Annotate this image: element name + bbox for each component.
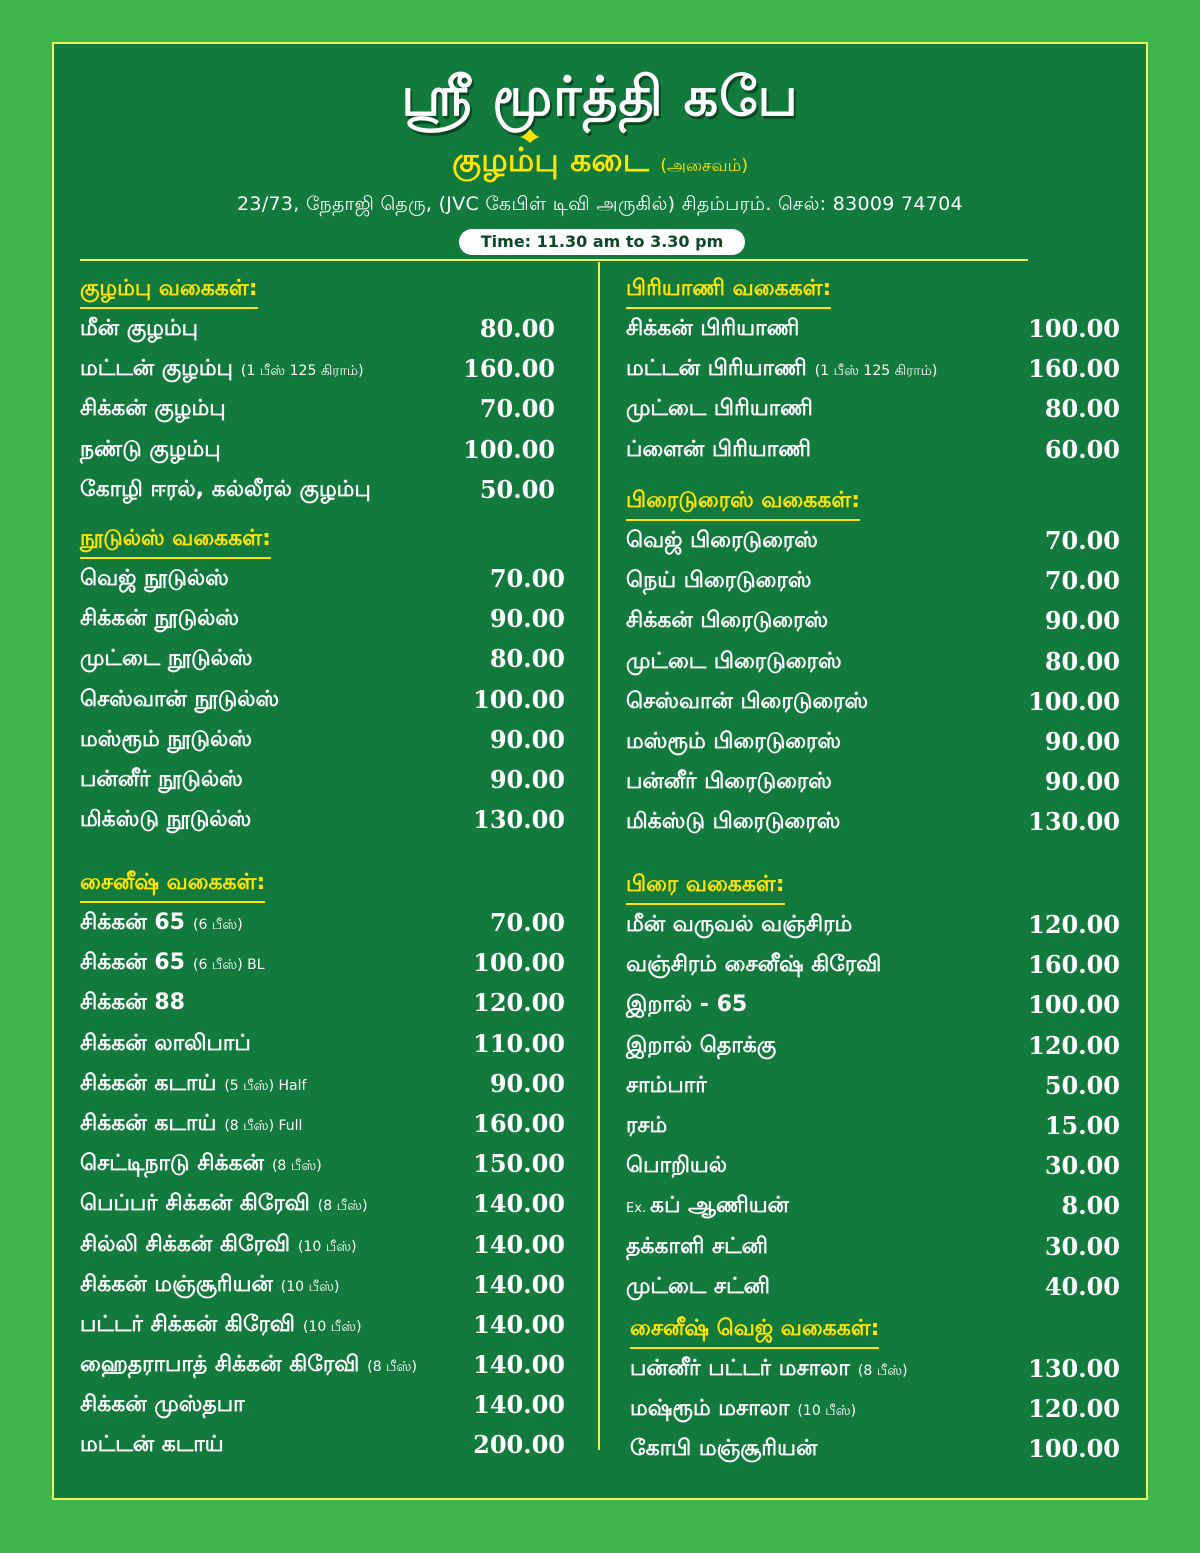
menu-item-label: சிக்கன் பிரைடுரைஸ் bbox=[626, 608, 829, 634]
menu-item-price: 130.00 bbox=[1028, 1354, 1120, 1383]
menu-item-row bbox=[80, 1184, 565, 1224]
menu-item-name bbox=[80, 1064, 306, 1106]
section-chinese-veg bbox=[630, 1312, 1120, 1470]
menu-item-label: செட்டிநாடு சிக்கன் bbox=[80, 1151, 264, 1177]
section-biryani bbox=[626, 272, 1120, 470]
menu-item-price: 70.00 bbox=[1044, 526, 1120, 555]
menu-item-row bbox=[80, 639, 565, 679]
menu-item-name bbox=[626, 601, 828, 641]
menu-item-name bbox=[80, 430, 221, 470]
menu-item-name bbox=[80, 1225, 357, 1267]
menu-item-note: (10 பீஸ்) bbox=[280, 1278, 340, 1295]
menu-item-label: பட்டர் சிக்கன் கிரேவி bbox=[80, 1311, 295, 1337]
subtitle-text: குழம்பு கடை bbox=[452, 140, 649, 179]
menu-item-row bbox=[626, 349, 1120, 389]
menu-item-row bbox=[626, 430, 1120, 470]
menu-item-row bbox=[80, 943, 565, 983]
menu-item-note: (1 பீஸ் 125 கிராம்) bbox=[814, 363, 938, 380]
menu-item-row bbox=[626, 1186, 1120, 1226]
menu-item-row bbox=[626, 682, 1120, 722]
menu-item-label: பன்னீர் பிரைடுரைஸ் bbox=[626, 769, 832, 795]
menu-item-price: 140.00 bbox=[473, 1390, 565, 1420]
menu-item-label: முட்டை நூடுல்ஸ் bbox=[80, 646, 253, 672]
menu-item-name bbox=[80, 309, 198, 349]
menu-item-price: 100.00 bbox=[1028, 314, 1120, 343]
menu-item-price: 70.00 bbox=[489, 564, 565, 593]
menu-item-note: (10 பீஸ்) bbox=[297, 1238, 357, 1255]
menu-item-label: சிக்கன் நூடுல்ஸ் bbox=[80, 606, 239, 632]
menu-item-name bbox=[626, 1026, 776, 1066]
menu-item-row bbox=[626, 642, 1120, 682]
menu-item-note: (8 பீஸ்) bbox=[367, 1359, 417, 1376]
menu-item-name bbox=[80, 983, 185, 1023]
menu-item-price: 90.00 bbox=[489, 1068, 565, 1098]
menu-item-name bbox=[80, 800, 251, 840]
menu-item-name bbox=[626, 945, 881, 985]
menu-item-price: 90.00 bbox=[1044, 767, 1120, 797]
section-heading: குழம்பு வகைகள்: bbox=[80, 272, 258, 309]
menu-item-label: கோபி மஞ்சூரியன் bbox=[630, 1436, 818, 1462]
section-friedrice bbox=[626, 484, 1120, 843]
menu-item-label: முட்டை பிரியாணி bbox=[626, 396, 813, 422]
menu-item-name bbox=[80, 1345, 417, 1387]
menu-item-name bbox=[80, 1265, 339, 1307]
restaurant-name: ஸ்ரீ மூர்த்தி கபே bbox=[401, 64, 799, 128]
menu-item-label: வெஜ் பிரைடுரைஸ் bbox=[626, 528, 818, 553]
menu-item-name bbox=[626, 349, 937, 391]
menu-item-note: (5 பீஸ்) Half bbox=[224, 1077, 307, 1094]
section-heading: நூடுல்ஸ் வகைகள்: bbox=[80, 522, 271, 559]
menu-item-price: 150.00 bbox=[473, 1149, 565, 1179]
menu-item-row bbox=[80, 1104, 565, 1144]
menu-item-row bbox=[80, 1425, 565, 1465]
menu-item-label: மட்டன் கடாய் bbox=[80, 1432, 224, 1458]
menu-item-row bbox=[626, 945, 1120, 985]
menu-item-name bbox=[630, 1389, 856, 1431]
menu-item-label: சிக்கன் பிரியாணி bbox=[626, 316, 800, 341]
menu-item-name bbox=[626, 905, 852, 945]
menu-item-price: 160.00 bbox=[1028, 950, 1120, 980]
menu-item-label: நண்டு குழம்பு bbox=[80, 436, 221, 462]
menu-item-row bbox=[80, 559, 565, 599]
menu-item-label: பொறியல் bbox=[626, 1153, 728, 1179]
menu-item-price: 8.00 bbox=[1061, 1191, 1120, 1221]
menu-item-label: கோழி ஈரல், கல்லீரல் குழம்பு bbox=[80, 476, 371, 502]
menu-item-price: 120.00 bbox=[1028, 1030, 1120, 1060]
menu-item-name bbox=[626, 642, 842, 682]
menu-item-label: நெய் பிரைடுரைஸ் bbox=[626, 568, 812, 594]
subtitle-note: (அசைவம்) bbox=[660, 156, 748, 176]
menu-item-price: 100.00 bbox=[473, 684, 565, 714]
menu-item-price: 70.00 bbox=[1044, 566, 1120, 596]
section-heading: சைனீஷ் வகைகள்: bbox=[80, 866, 265, 903]
menu-item-name bbox=[626, 722, 841, 762]
menu-item-price: 160.00 bbox=[463, 354, 555, 384]
menu-item-label: செஸ்வான் பிரைடுரைஸ் bbox=[626, 688, 869, 714]
menu-item-row bbox=[80, 309, 555, 349]
address-line: 23/73, நேதாஜி தெரு, (JVC கேபிள் டிவி அருகில்) சிதம்பரம். செல்: 83009 74704 bbox=[237, 193, 963, 215]
time-badge: Time: 11.30 am to 3.30 pm bbox=[459, 229, 745, 255]
menu-item-row bbox=[80, 1305, 565, 1345]
menu-item-price: 120.00 bbox=[1028, 1394, 1120, 1424]
menu-item-label: சிக்கன் 65 bbox=[80, 910, 185, 935]
menu-item-price: 140.00 bbox=[473, 1350, 565, 1380]
menu-item-row bbox=[626, 309, 1120, 349]
menu-item-price: 140.00 bbox=[473, 1229, 565, 1259]
menu-item-label: மஷ்ரூம் மசாலா bbox=[630, 1396, 790, 1422]
menu-item-name bbox=[626, 389, 813, 429]
menu-item-note: (10 பீஸ்) bbox=[302, 1318, 362, 1335]
menu-item-label: முட்டை சட்னி bbox=[626, 1273, 770, 1299]
menu-item-name bbox=[626, 561, 811, 601]
menu-item-name bbox=[626, 1267, 770, 1307]
menu-item-note: (8 பீஸ்) bbox=[271, 1158, 322, 1175]
menu-item-label: சிக்கன் கடாய் bbox=[80, 1110, 217, 1136]
menu-item-price: 90.00 bbox=[1044, 726, 1120, 756]
menu-item-price: 90.00 bbox=[489, 724, 565, 754]
menu-item-row bbox=[80, 599, 565, 639]
menu-item-name bbox=[80, 1305, 362, 1347]
menu-item-row bbox=[626, 802, 1120, 842]
menu-item-row bbox=[80, 800, 565, 840]
menu-item-name bbox=[80, 720, 252, 760]
menu-item-row bbox=[80, 349, 555, 389]
menu-item-label: மீன் குழம்பு bbox=[80, 316, 198, 341]
menu-item-prefix: Ex. bbox=[626, 1201, 647, 1217]
menu-item-name bbox=[80, 639, 253, 679]
menu-item-label: சிக்கன் முஸ்தபா bbox=[80, 1392, 245, 1418]
column-divider bbox=[598, 262, 600, 1450]
menu-item-row bbox=[626, 722, 1120, 762]
menu-item-price: 100.00 bbox=[1028, 686, 1120, 716]
menu-item-price: 15.00 bbox=[1044, 1110, 1120, 1140]
menu-item-row bbox=[626, 1267, 1120, 1307]
menu-item-price: 140.00 bbox=[473, 1269, 565, 1299]
menu-item-label: மீன் வருவல் வஞ்சிரம் bbox=[626, 912, 853, 937]
menu-item-row bbox=[626, 521, 1120, 561]
menu-item-name bbox=[630, 1429, 817, 1469]
menu-item-name bbox=[626, 309, 799, 349]
menu-item-name bbox=[80, 1425, 224, 1465]
menu-item-price: 200.00 bbox=[473, 1430, 565, 1460]
menu-item-name bbox=[80, 470, 371, 510]
menu-item-price: 70.00 bbox=[489, 908, 565, 937]
menu-item-row bbox=[80, 1225, 565, 1265]
menu-item-label: கப் ஆணியன் bbox=[650, 1193, 789, 1219]
menu-item-label: சாம்பார் bbox=[626, 1072, 707, 1098]
menu-item-label: சிக்கன் கடாய் bbox=[80, 1070, 217, 1096]
menu-item-name bbox=[80, 1184, 368, 1226]
menu-item-label: மிக்ஸ்டு பிரைடுரைஸ் bbox=[626, 809, 841, 835]
menu-item-label: பெப்பர் சிக்கன் கிரேவி bbox=[80, 1191, 310, 1217]
menu-item-price: 80.00 bbox=[1044, 394, 1120, 424]
menu-item-name bbox=[80, 760, 243, 800]
menu-item-label: ப்ளைன் பிரியாணி bbox=[626, 436, 812, 462]
menu-item-label: மட்டன் குழம்பு bbox=[80, 356, 233, 382]
menu-item-name bbox=[626, 1066, 707, 1106]
menu-item-price: 30.00 bbox=[1044, 1151, 1120, 1181]
menu-item-label: இறால் - 65 bbox=[626, 992, 748, 1018]
menu-item-row bbox=[626, 762, 1120, 802]
menu-item-name bbox=[626, 802, 840, 842]
menu-item-row bbox=[80, 1385, 565, 1425]
menu-item-name bbox=[630, 1349, 908, 1391]
menu-item-label: செஸ்வான் நூடுல்ஸ் bbox=[80, 686, 280, 712]
menu-item-label: முட்டை பிரைடுரைஸ் bbox=[626, 648, 842, 674]
menu-item-note: (8 பீஸ்) Full bbox=[224, 1117, 303, 1134]
menu-item-name bbox=[626, 985, 747, 1025]
menu-item-note: (1 பீஸ் 125 கிராம்) bbox=[240, 363, 364, 380]
menu-item-label: ரசம் bbox=[626, 1112, 668, 1138]
menu-item-price: 110.00 bbox=[473, 1028, 565, 1058]
menu-item-name bbox=[80, 599, 239, 639]
menu-item-price: 90.00 bbox=[489, 604, 565, 634]
menu-item-row bbox=[626, 601, 1120, 641]
menu-item-name bbox=[626, 1146, 727, 1186]
menu-item-price: 100.00 bbox=[1028, 1434, 1120, 1464]
menu-item-row bbox=[626, 389, 1120, 429]
menu-item-label: சிக்கன் குழம்பு bbox=[80, 396, 226, 422]
menu-item-price: 80.00 bbox=[1044, 646, 1120, 676]
menu-item-row bbox=[80, 1345, 565, 1385]
menu-item-price: 90.00 bbox=[489, 764, 565, 794]
menu-item-name bbox=[626, 1106, 667, 1146]
section-pirai bbox=[626, 868, 1120, 1307]
menu-item-name bbox=[626, 430, 811, 470]
menu-item-price: 120.00 bbox=[473, 988, 565, 1018]
menu-item-label: பன்னீர் நூடுல்ஸ் bbox=[80, 766, 243, 792]
menu-item-label: மஸ்ரூம் நூடுல்ஸ் bbox=[80, 726, 252, 752]
menu-item-price: 140.00 bbox=[473, 1189, 565, 1219]
menu-item-price: 90.00 bbox=[1044, 606, 1120, 636]
menu-item-name bbox=[626, 762, 832, 802]
menu-item-row bbox=[626, 561, 1120, 601]
menu-item-label: மஸ்ரூம் பிரைடுரைஸ் bbox=[626, 728, 842, 754]
menu-item-row bbox=[80, 1265, 565, 1305]
menu-item-note: (6 பீஸ்) BL bbox=[192, 957, 265, 974]
menu-item-row bbox=[80, 983, 565, 1023]
menu-item-row bbox=[630, 1349, 1120, 1389]
menu-item-name bbox=[80, 680, 279, 720]
menu-item-row bbox=[630, 1429, 1120, 1469]
menu-item-name bbox=[80, 559, 229, 599]
menu-item-name bbox=[626, 521, 818, 561]
menu-item-row bbox=[80, 680, 565, 720]
menu-item-label: சிக்கன் மஞ்சூரியன் bbox=[80, 1271, 273, 1297]
menu-item-name bbox=[80, 1104, 302, 1146]
menu-item-label: பன்னீர் பட்டர் மசாலா bbox=[630, 1356, 850, 1381]
menu-item-label: வஞ்சிரம் சைனீஷ் கிரேவி bbox=[626, 952, 882, 978]
menu-item-row bbox=[626, 1146, 1120, 1186]
menu-item-row bbox=[80, 389, 555, 429]
menu-item-price: 140.00 bbox=[473, 1309, 565, 1339]
menu-item-name bbox=[626, 1186, 789, 1229]
menu-item-name bbox=[80, 389, 226, 429]
menu-item-row bbox=[626, 1026, 1120, 1066]
menu-item-row bbox=[80, 430, 555, 470]
menu-item-price: 40.00 bbox=[1044, 1271, 1120, 1301]
menu-item-row bbox=[80, 1024, 565, 1064]
menu-item-price: 120.00 bbox=[1028, 910, 1120, 939]
menu-item-price: 100.00 bbox=[463, 434, 555, 464]
menu-item-label: சிக்கன் 65 bbox=[80, 950, 185, 976]
menu-item-name bbox=[80, 1385, 245, 1425]
menu-item-row bbox=[626, 1106, 1120, 1146]
section-kuzhambu bbox=[80, 272, 555, 510]
menu-item-price: 30.00 bbox=[1044, 1231, 1120, 1261]
menu-item-price: 100.00 bbox=[473, 948, 565, 978]
menu-item-price: 160.00 bbox=[473, 1108, 565, 1138]
menu-item-price: 50.00 bbox=[1044, 1070, 1120, 1100]
menu-item-row bbox=[80, 1064, 565, 1104]
section-heading: பிரைடுரைஸ் வகைகள்: bbox=[626, 484, 860, 521]
menu-item-row bbox=[80, 1144, 565, 1184]
menu-item-note: (8 பீஸ்) bbox=[857, 1363, 908, 1379]
menu-item-price: 60.00 bbox=[1044, 434, 1120, 464]
menu-item-row bbox=[80, 470, 555, 510]
section-heading: பிரை வகைகள்: bbox=[626, 868, 785, 905]
menu-item-price: 80.00 bbox=[489, 644, 565, 674]
menu-item-price: 130.00 bbox=[1028, 807, 1120, 837]
section-noodles bbox=[80, 522, 565, 840]
menu-item-name bbox=[80, 1144, 322, 1186]
menu-item-note: (8 பீஸ்) bbox=[317, 1198, 368, 1215]
menu-item-label: ஹைதராபாத் சிக்கன் கிரேவி bbox=[80, 1352, 360, 1378]
menu-item-row bbox=[626, 985, 1120, 1025]
menu-item-price: 70.00 bbox=[479, 394, 555, 424]
restaurant-subtitle bbox=[0, 140, 1200, 184]
menu-item-label: வெஜ் நூடுல்ஸ் bbox=[80, 566, 229, 591]
menu-item-row bbox=[626, 1227, 1120, 1267]
menu-item-label: இறால் தொக்கு bbox=[626, 1032, 777, 1058]
menu-item-price: 160.00 bbox=[1028, 354, 1120, 384]
menu-item-note: (10 பீஸ்) bbox=[797, 1403, 857, 1420]
menu-item-name bbox=[626, 682, 868, 722]
menu-item-label: சிக்கன் 88 bbox=[80, 990, 185, 1016]
menu-item-label: மிக்ஸ்டு நூடுல்ஸ் bbox=[80, 807, 252, 833]
section-chinese bbox=[80, 866, 565, 1466]
menu-item-label: சிக்கன் லாலிபாப் bbox=[80, 1030, 251, 1056]
header-divider bbox=[80, 259, 1028, 261]
menu-item-row bbox=[80, 760, 565, 800]
menu-item-name bbox=[80, 903, 243, 945]
menu-item-price: 80.00 bbox=[479, 314, 555, 343]
menu-item-price: 50.00 bbox=[479, 474, 555, 504]
section-heading: சைனீஷ் வெஜ் வகைகள்: bbox=[630, 1312, 879, 1349]
menu-item-row bbox=[80, 903, 565, 943]
menu-item-row bbox=[626, 905, 1120, 945]
menu-item-name bbox=[80, 349, 364, 391]
menu-item-label: மட்டன் பிரியாணி bbox=[626, 356, 807, 382]
menu-item-note: (6 பீஸ்) bbox=[192, 917, 243, 933]
section-heading: பிரியாணி வகைகள்: bbox=[626, 272, 831, 309]
menu-item-row bbox=[80, 720, 565, 760]
menu-item-price: 130.00 bbox=[473, 805, 565, 835]
menu-item-row bbox=[626, 1066, 1120, 1106]
menu-item-label: தக்காளி சட்னி bbox=[626, 1233, 768, 1259]
menu-item-price: 100.00 bbox=[1028, 990, 1120, 1020]
menu-item-label: சில்லி சிக்கன் கிரேவி bbox=[80, 1231, 290, 1257]
menu-item-name bbox=[80, 1024, 251, 1064]
menu-item-name bbox=[626, 1227, 768, 1267]
menu-item-name bbox=[80, 943, 265, 985]
menu-item-row bbox=[630, 1389, 1120, 1429]
